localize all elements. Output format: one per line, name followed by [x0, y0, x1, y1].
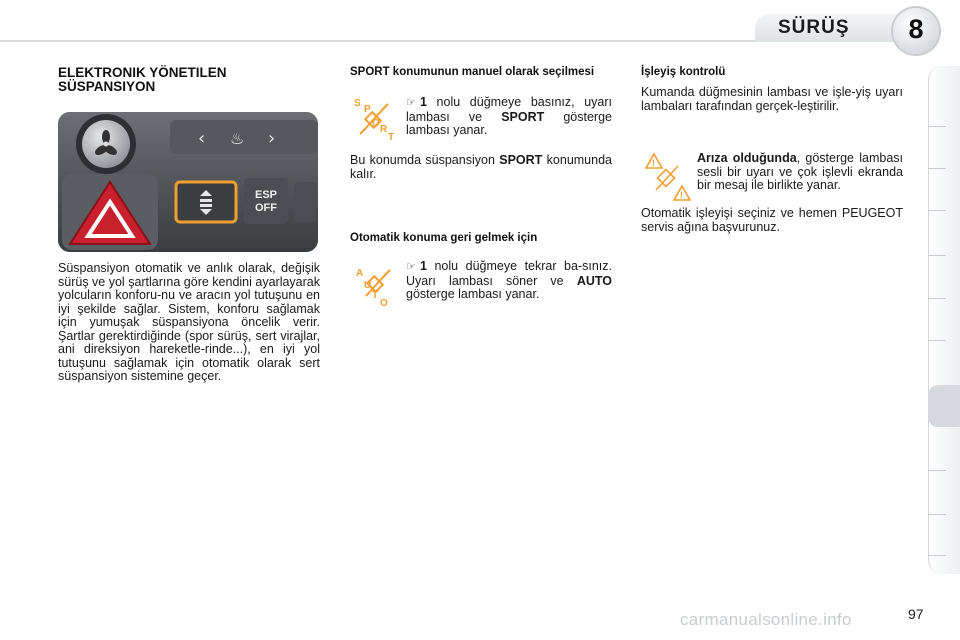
hand-pointer-icon: ☞	[406, 97, 416, 109]
auto-heading-block	[350, 232, 612, 245]
fault-text: , gösterge lambası sesli bir uyarı ve çok işlevli ekranda bir mesaj ile birlikte yanar.	[697, 151, 903, 192]
sport-step-text: nolu düğmeye basınız, uyarı lambası ve	[406, 95, 612, 124]
sport-keyword: SPORT	[501, 109, 545, 124]
sport-letter: T	[388, 132, 395, 142]
section-title-line2: SÜSPANSIYON	[58, 79, 156, 94]
column-2	[350, 66, 612, 79]
auto-indicator-icon	[352, 262, 398, 313]
section-title-line1: ELEKTRONIK YÖNETILEN	[58, 65, 227, 80]
svg-text:!: !	[652, 158, 655, 168]
chapter-tab-divider	[928, 126, 946, 127]
auto-letter: O	[380, 298, 388, 308]
page-header	[0, 0, 960, 58]
chapter-tab-divider	[928, 340, 946, 341]
svg-text:♨: ♨	[230, 129, 245, 148]
sport-paragraph-block	[350, 154, 612, 181]
auto-keyword: AUTO	[576, 273, 612, 288]
operation-check-paragraph-block	[641, 86, 903, 113]
intro-paragraph: Süspansiyon otomatik ve anlık olarak, değişik sürüş ve yol şartlarına göre kendini ayarlayarak yolcuların konforu-nu ve aracın yol tutuşunu en iyi şekilde sağlar. Sistem, konforu sağlamak için yumuşak süspansiyona öncelik verir. Şartlar gerektirdiğinde (spor sürüş, sert virajlar, ani direksiyon hareketle-rinde...), en iyi yol tutuşunu sağlamak için otomatik olarak sert süspansiyon sistemine geçer.	[58, 261, 320, 383]
service-paragraph: Otomatik işleyişi seçiniz ve hemen PEUGEOT servis ağına başvurunuz.	[641, 206, 903, 234]
chapter-tab-active[interactable]	[928, 385, 960, 427]
sport-keyword: SPORT	[499, 153, 543, 167]
fault-block	[697, 152, 903, 193]
column-3	[641, 66, 903, 79]
auto-step-text: nolu düğmeye tekrar ba-sınız. Uyarı lambası söner ve	[406, 259, 612, 288]
section-title	[58, 66, 320, 94]
esp-label: ESP	[254, 189, 278, 201]
auto-heading: Otomatik konuma geri gelmek için	[350, 232, 538, 244]
auto-step-text-end: gösterge lambası yanar.	[406, 287, 540, 301]
chapter-tab-divider	[928, 168, 946, 169]
sport-paragraph: Bu konumda süspansiyon	[350, 153, 500, 167]
svg-text:›: ›	[268, 128, 276, 149]
sport-indicator-icon	[352, 96, 398, 147]
svg-text:!: !	[680, 190, 683, 200]
sport-paragraph-end: konumunda kalır.	[350, 153, 612, 181]
service-paragraph-block	[641, 207, 903, 234]
sport-letter: R	[380, 124, 388, 135]
button-number: 1	[420, 259, 427, 273]
fault-keyword: Arıza olduğunda	[697, 151, 797, 165]
chapter-tab-divider	[928, 255, 946, 256]
auto-letter: U	[364, 280, 372, 291]
chapter-tab-divider	[928, 210, 946, 211]
column-1-body	[58, 262, 320, 384]
sport-letter: S	[354, 98, 361, 109]
auto-step	[406, 260, 612, 302]
fault-warning-icon	[644, 152, 692, 207]
dashboard-illustration	[58, 112, 318, 252]
dashboard-photo	[58, 112, 318, 252]
svg-text:‹: ‹	[198, 128, 206, 149]
sport-step-text-end: gösterge lambası yanar.	[406, 109, 612, 137]
esp-off-label: OFF	[255, 202, 277, 214]
hand-pointer-icon: ☞	[406, 261, 416, 273]
column-1	[58, 66, 320, 94]
chapter-title: SÜRÜŞ	[778, 17, 850, 38]
chapter-tab-divider	[928, 470, 946, 471]
chapter-number: 8	[908, 14, 924, 44]
chapter-tab-divider	[928, 555, 946, 556]
button-number: 1	[420, 95, 427, 109]
sport-step	[406, 96, 612, 138]
sport-letter: O	[372, 118, 380, 129]
sport-letter: P	[364, 104, 371, 115]
auto-letter: A	[356, 268, 364, 279]
chapter-badge	[893, 8, 939, 54]
operation-check-paragraph: Kumanda düğmesinin lambası ve işle-yiş uyarı lambaları tarafından gerçek-leştirilir.	[641, 85, 903, 113]
watermark: carmanualsonline.info	[680, 610, 852, 629]
auto-letter: T	[372, 290, 379, 301]
page-number: 97	[908, 606, 924, 622]
sport-heading: SPORT konumunun manuel olarak seçilmesi	[350, 66, 595, 78]
chapter-tab-divider	[928, 298, 946, 299]
chapter-tab-strip	[928, 66, 960, 574]
chapter-tab-divider	[928, 514, 946, 515]
operation-check-heading: İşleyiş kontrolü	[641, 66, 726, 78]
